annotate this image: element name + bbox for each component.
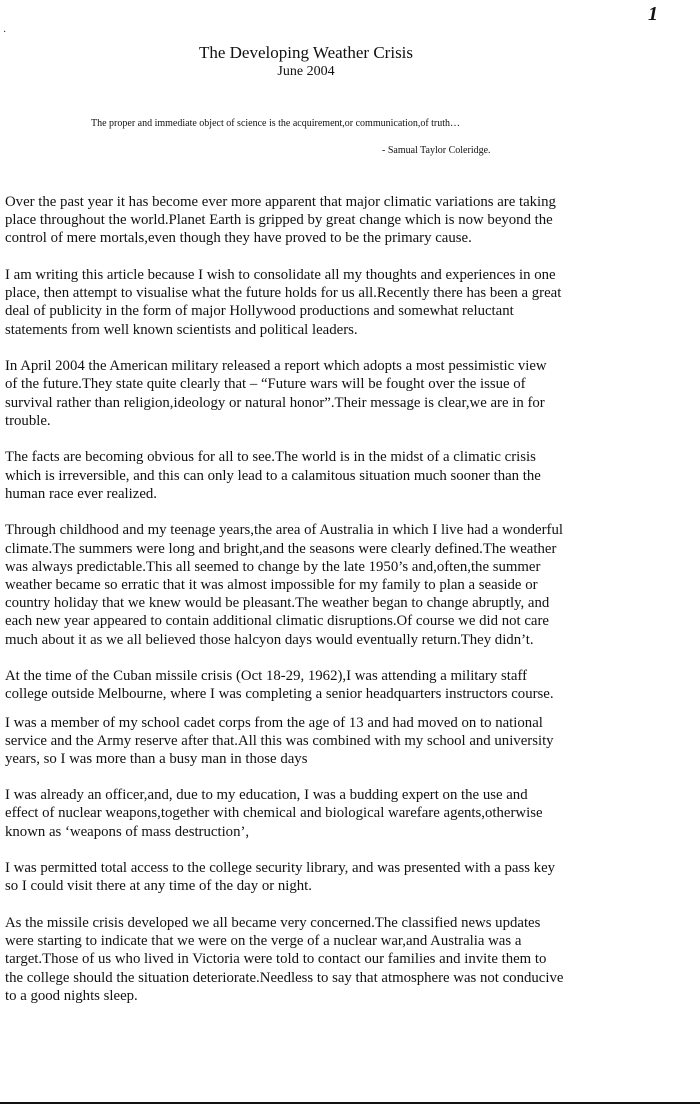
text-line: Over the past year it has become ever more apparent that major climatic variations are taking bbox=[5, 194, 556, 210]
text-line: to a good nights sleep. bbox=[5, 987, 138, 1004]
text-line: The facts are becoming obvious for all to see.The world is in the midst of a climatic crisis bbox=[5, 449, 536, 466]
text-line: climate.The summers were long and bright,and the seasons were clearly defined.The weather bbox=[5, 540, 557, 557]
paragraph bbox=[5, 914, 645, 1005]
stray-mark: · bbox=[3, 27, 7, 38]
text-line: I was permitted total access to the college security library, and was presented with a pass key bbox=[5, 860, 556, 877]
text-line: deal of publicity in the form of major Hollywood productions and somewhat reluctant bbox=[5, 303, 514, 320]
text-line: was always predictable.This all seemed to change by the late 1950’s and,often,the summer bbox=[5, 558, 541, 575]
article-body bbox=[5, 193, 645, 1023]
text-line: I was a member of my school cadet corps from the age of 13 and had moved on to national bbox=[5, 714, 543, 731]
scan-edge-rule bbox=[0, 1102, 700, 1104]
paragraph bbox=[5, 357, 645, 430]
text-line: weather became so erratic that it was almost impossible for my family to plan a seaside or bbox=[5, 577, 538, 594]
paragraph bbox=[5, 448, 645, 503]
text-line: As the missile crisis developed we all became very concerned.The classified news updates bbox=[5, 915, 541, 932]
text-line: effect of nuclear weapons,together with chemical and biological warefare agents,otherwise bbox=[5, 805, 543, 822]
text-line: known as ‘weapons of mass destruction’, bbox=[5, 823, 250, 840]
text-line: place, then attempt to visualise what the future holds for us all.Recently there has been a great bbox=[5, 285, 562, 302]
text-line: years, so I was more than a busy man in those days bbox=[5, 751, 308, 768]
text-line: control of mere mortals,even though they have proved to be the primary cause. bbox=[5, 230, 472, 247]
paragraph bbox=[5, 859, 645, 895]
text-line: which is irreversible, and this can only lead to a calamitous situation much sooner than the bbox=[5, 467, 541, 484]
paragraph bbox=[5, 786, 645, 841]
text-line: college outside Melbourne, where I was completing a senior headquarters instructors course. bbox=[5, 686, 554, 703]
document-date: June 2004 bbox=[277, 64, 335, 79]
text-line: target.Those of us who lived in Victoria were told to contact our families and invite them to bbox=[5, 951, 547, 968]
paragraph bbox=[5, 521, 645, 648]
document-title: The Developing Weather Crisis bbox=[198, 43, 414, 62]
text-line: survival rather than religion,ideology or natural honor”.Their message is clear,we are in for bbox=[5, 394, 545, 411]
text-line: of the future.They state quite clearly that – “Future wars will be fought over the issue of bbox=[5, 376, 526, 393]
text-line: human race ever realized. bbox=[5, 485, 157, 502]
paragraph bbox=[5, 667, 645, 703]
text-line: At the time of the Cuban missile crisis (Oct 18-29, 1962),I was attending a military staff bbox=[5, 668, 528, 685]
text-line: much about it as we all believed those halcyon days would eventually return.They didn’t. bbox=[5, 631, 534, 648]
epigraph-quote: The proper and immediate object of science is the acquirement,or communication,of truth… bbox=[91, 118, 461, 129]
text-line: place throughout the world.Planet Earth is gripped by great change which is now beyond the bbox=[5, 212, 553, 229]
paragraph bbox=[5, 714, 645, 769]
text-line: I was already an officer,and, due to my education, I was a budding expert on the use and bbox=[5, 787, 528, 804]
epigraph-attribution: - Samual Taylor Coleridge. bbox=[382, 145, 491, 156]
text-line: were starting to indicate that we were on the verge of a nuclear war,and Australia was a bbox=[5, 933, 522, 950]
text-line: the college should the situation deteriorate.Needless to say that atmosphere was not conducive bbox=[5, 969, 564, 986]
text-line: statements from well known scientists and political leaders. bbox=[5, 321, 358, 338]
text-line: service and the Army reserve after that.All this was combined with my school and university bbox=[5, 732, 554, 749]
text-line: so I could visit there at any time of the day or night. bbox=[5, 878, 312, 895]
paragraph bbox=[5, 193, 645, 248]
page-number: 1 bbox=[648, 3, 658, 25]
text-line: I am writing this article because I wish to consolidate all my thoughts and experiences in one bbox=[5, 267, 556, 283]
text-line: trouble. bbox=[5, 412, 51, 429]
text-line: country holiday that we knew would be pleasant.The weather began to change abruptly, and bbox=[5, 595, 550, 612]
text-line: each new year appeared to contain additional climatic disruptions.Of course we did not care bbox=[5, 613, 549, 630]
paragraph bbox=[5, 266, 645, 339]
text-line: In April 2004 the American military released a report which adopts a most pessimistic view bbox=[5, 358, 547, 375]
text-line: Through childhood and my teenage years,the area of Australia in which I live had a wonderful bbox=[5, 522, 563, 539]
